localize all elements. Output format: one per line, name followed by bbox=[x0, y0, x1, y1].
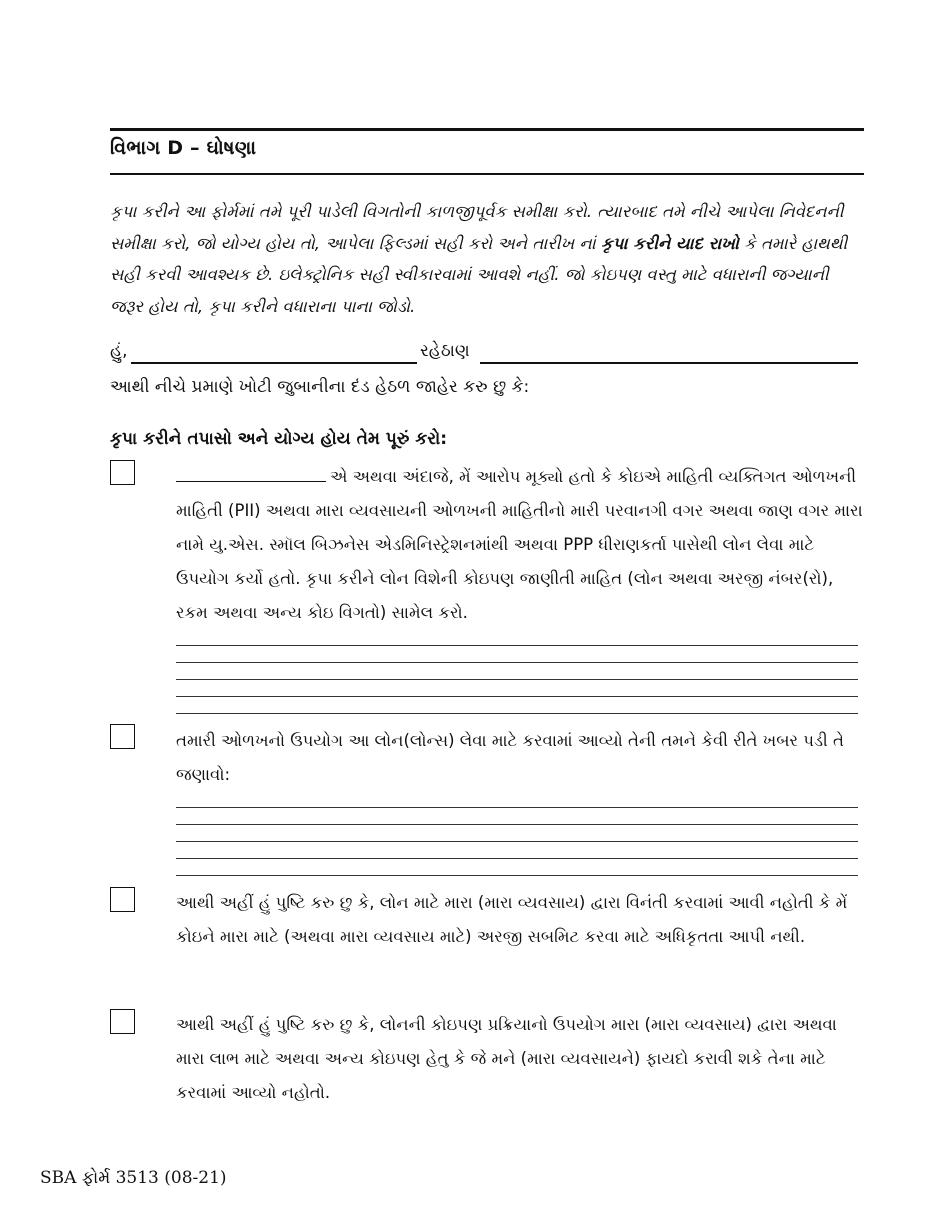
item-1-text-block bbox=[176, 460, 866, 630]
form-footer: SBA ફોર્મ 3513 (08-21) bbox=[40, 1168, 227, 1188]
item-4-checkbox[interactable] bbox=[110, 1009, 135, 1034]
perjury-statement: આથી નીચે પ્રમાણે ખોટી જુબાનીના દંડ હેઠળ જાહેર કરુ છુ કે: bbox=[110, 377, 530, 397]
intro-text-2: કે તમારે હાથથી સહી કરવી આવશ્યક છે. ઇલેક્ટ્રોનિક સહી સ્વીકારવામાં આવશે નહીં. જો કોઇપણ વસ્તુ માટે વધારાની જગ્યાની જરૂર હોય તો, કૃપા કરીને વધારાના પાના જોડો. bbox=[110, 233, 848, 316]
instruction-heading: કૃપા કરીને તપાસો અને યોગ્ય હોય તેમ પૂરું કરો: bbox=[110, 429, 448, 449]
intro-emphasis: કૃપા કરીને યાદ રાખો bbox=[600, 233, 739, 253]
intro-text-1: કૃપા કરીને આ ફોર્મમાં તમે પૂરી પાડેલી વિગતોની કાળજીપૂર્વક સમીક્ષા કરો. ત્યારબાદ તમે નીચે આપેલા નિવેદનની સમીક્ષા કરો, જો યોગ્ય હોય તો, આપેલા ફિલ્ડમાં સહી કરો અને તારીખ નાં bbox=[110, 202, 844, 253]
item-2-checkbox[interactable] bbox=[110, 724, 135, 749]
intro-paragraph bbox=[110, 196, 850, 322]
section-bottom-rule bbox=[110, 173, 864, 175]
declarant-name-field[interactable] bbox=[131, 362, 417, 364]
item-2-writing-line[interactable] bbox=[176, 875, 858, 876]
item-1-text: એ અથવા અંદાજે, મેં આરોપ મૂક્યો હતો કે કોઇએ માહિતી વ્યક્તિગત ઓળખની માહિતી (PII) અથવા મારા વ્યવસાયની ઓળખની માહિતીનો મારી પરવાનગી વગર અથવા જાણ વગર મારા નામે યુ.એસ. સ્મૉલ બિઝનેસ એડમિનિસ્ટ્રેશનમાંથી અથવા PPP ધીરાણકર્તા પાસેથી લોન લેવા માટે ઉપયોગ કર્યો હતો. કૃપા કરીને લોન વિશેની કોઇપણ જાણીતી માહિત (લોન અથવા અરજી નંબર(રો), રકમ અથવા અન્ય કોઇ વિગતો) સામેલ કરો. bbox=[176, 467, 863, 622]
item-2-text: તમારી ઓળખનો ઉપયોગ આ લોન(લોન્સ) લેવા માટે કરવામાં આવ્યો તેની તમને કેવી રીતે ખબર પડી તે જણાવો: bbox=[176, 731, 844, 784]
item-1-writing-line[interactable] bbox=[176, 662, 858, 663]
declarant-label: હું, bbox=[110, 341, 128, 361]
item-2-writing-line[interactable] bbox=[176, 841, 858, 842]
section-title: વિભાગ D – ઘોષણા bbox=[110, 137, 257, 159]
item-4-text: આથી અહીં હું પુષ્ટિ કરુ છુ કે, લોનની કોઇપણ પ્રક્રિયાનો ઉપયોગ મારા (મારા વ્યવસાય) દ્વારા અથવા મારા લાભ માટે અથવા અન્ય કોઇપણ હેતુ કે જે મને (મારા વ્યવસાયને) ફાયદો કરાવી શકે તેના માટે કરવામાં આવ્યો નહોતો. bbox=[176, 1015, 837, 1102]
item-3-checkbox[interactable] bbox=[110, 887, 135, 912]
item-1-writing-line[interactable] bbox=[176, 713, 858, 714]
item-2-writing-line[interactable] bbox=[176, 824, 858, 825]
residence-field[interactable] bbox=[480, 362, 858, 364]
item-1-writing-line[interactable] bbox=[176, 645, 858, 646]
item-1-checkbox[interactable] bbox=[110, 460, 135, 485]
residence-label: રહેઠાણ bbox=[420, 341, 470, 361]
item-2-writing-line[interactable] bbox=[176, 858, 858, 859]
item-1-date-field[interactable] bbox=[176, 463, 326, 482]
item-1-writing-line[interactable] bbox=[176, 696, 858, 697]
item-3-text: આથી અહીં હું પુષ્ટિ કરુ છુ કે, લોન માટે મારા (મારા વ્યવસાય) દ્વારા વિનંતી કરવામાં આવી નહોતી કે મેં કોઇને મારા માટે (અથવા મારા વ્યવસાય માટે) અરજી સબમિટ કરવા માટે અધિકૃતતા આપી નથી. bbox=[176, 893, 848, 946]
section-top-rule bbox=[110, 128, 864, 131]
item-1-writing-line[interactable] bbox=[176, 679, 858, 680]
item-2-writing-line[interactable] bbox=[176, 807, 858, 808]
